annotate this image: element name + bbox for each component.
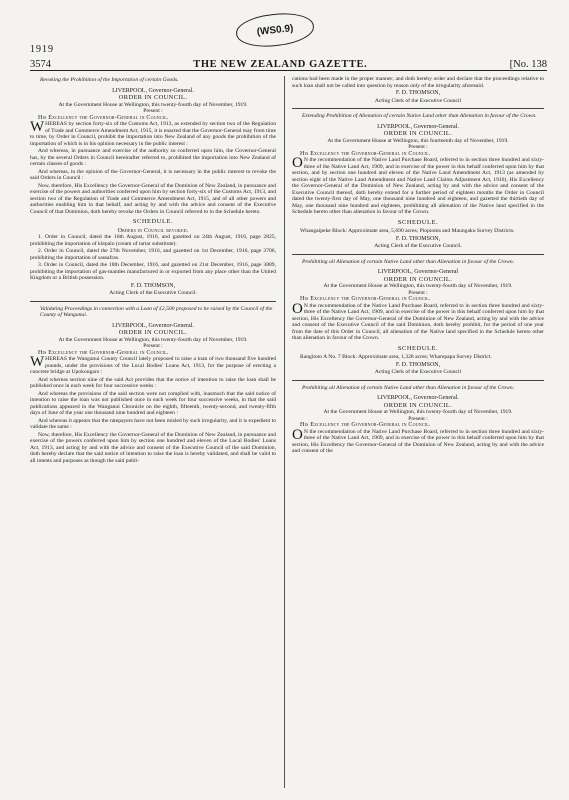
continuation-text bbox=[292, 76, 544, 89]
drop-cap: W bbox=[30, 119, 45, 135]
drop-cap: O bbox=[292, 300, 303, 317]
presence-line: His Excellency the Governor-General in Council. bbox=[38, 349, 169, 356]
schedule-subtitle: Orders in Council revoked. bbox=[117, 227, 189, 234]
notice-body bbox=[30, 121, 276, 215]
notice-heading: Prohibiting all Alienation of certain Native Land other than Alienation in favour of the Crown. bbox=[302, 384, 515, 391]
order-in-council-title: ORDER IN COUNCIL. bbox=[383, 130, 453, 137]
schedule-list bbox=[30, 234, 276, 282]
notice-body bbox=[292, 157, 544, 216]
present-label: Present : bbox=[408, 415, 428, 422]
place-date: At the Government House at Wellington, this twenty-fourth day of November, 1919. bbox=[58, 336, 248, 343]
notice-body bbox=[292, 300, 544, 342]
notice-wanganui-loan bbox=[30, 306, 276, 465]
paragraph: Now, therefore, His Excellency the Governor-General of the Dominion of New Zealand, in pursuance and exercise of the powers and authorities conferred upon him by section forty-six of the Customs Act, 1913, and section two of the Regulation of Trade and Commerce Amendment Act, 1915, and of all other powers and authorities enabling him in that behalf, and acting by and with the advice and consent of the Executive Council of that Dominion, doth hereby revoke the Orders in Council referred to in the Schedule hereto. bbox=[30, 182, 276, 215]
section-rule bbox=[292, 254, 544, 255]
signer-title: Acting Clerk of the Executive Council bbox=[374, 369, 462, 375]
present-label: Present : bbox=[408, 289, 428, 296]
section-rule bbox=[30, 301, 276, 302]
left-column bbox=[30, 76, 276, 468]
gazette-title: THE NEW ZEALAND GAZETTE. bbox=[193, 59, 368, 70]
signer-title: Acting Clerk of the Executive Council. bbox=[109, 290, 197, 296]
governor-line: LIVERPOOL, Governor-General. bbox=[377, 123, 459, 130]
paragraph: And whereas it appears that the ratepayers have not been misled by such irregularity, and it is expedient to validate the same : bbox=[30, 417, 276, 430]
notice-heading: Extending Prohibition of Alienation of certain Native Land other than Alienation in favour of the Crown. bbox=[302, 113, 537, 119]
paragraph: cations had been made in the proper manner; and doth hereby order and declare that the proceedings relative to such loan shall not be called into question by reason only of the irregularity aforesaid. bbox=[292, 76, 544, 89]
handwritten-year: 1919 bbox=[30, 44, 54, 55]
signer-name: F. D. THOMSON, bbox=[395, 235, 441, 242]
presence-line: His Excellency the Governor-General in Council. bbox=[300, 422, 431, 428]
drop-cap: O bbox=[292, 426, 303, 443]
paragraph: And whereas, in the opinion of the Governor-General, it is necessary in the public interest to revoke the said Orders in Council : bbox=[30, 168, 276, 181]
place-date: At the Government House at Wellington, this twenty-fourth day of November, 1919. bbox=[58, 101, 248, 108]
paragraph: O N the recommendation of the Native Land Purchase Board, referred to in section three hundred and sixty-three of the Native Land Act, 1909, and in exercise of the power in this behalf conferred upon him by that section, and by section one hundred and eleven of the Native Land Amendment Act, 1913 (as amended by section eight of the Native Land Amendment and Native Land Claims Adjustment Act, 1916), His Excellency the Governor-General of the Dominion of New Zealand, acting by and with the advice and consent of the Executive Council thereof, doth hereby extend for a further period of eighteen months the Order in Council dated the twenty-first day of May, one thousand nine hundred and eighteen, and gazetted the thirtieth day of May, one thousand nine hundred and eighteen, prohibiting all alienation of the Native land specified in the Schedule hereto other than alienation in favour of the Crown. bbox=[292, 155, 544, 215]
archive-stamp: (WS0.9) bbox=[235, 10, 316, 50]
notice-body bbox=[292, 426, 544, 455]
section-rule bbox=[292, 108, 544, 109]
governor-line: LIVERPOOL, Governor-General. bbox=[112, 322, 194, 329]
notice-extending-prohibition bbox=[292, 113, 544, 250]
place-date: At the Government House at Wellington, this twenty-fourth day of November, 1919. bbox=[323, 409, 513, 415]
present-label: Present : bbox=[143, 108, 163, 114]
list-item: 2. Order in Council, dated the 27th November, 1916, and gazetted on 1st December, 1916, page 3706, prohibiting the importation of sassafras. bbox=[30, 248, 276, 261]
paragraph: O N the recommendation of the Native Land Purchase Board, referred to in section three hundred and sixty-three of the Native Land Act, 1909, and in exercise of the power in this behalf conferred upon him by that section, His Excellency the Governor-General of the Dominion of New Zealand, acting by and with the advice and consent of the bbox=[292, 426, 544, 454]
schedule-title: SCHEDULE. bbox=[132, 218, 174, 225]
paragraph: O N the recommendation of the Native Land Purchase Board, referred to in section three hundred and sixty-three of the Native Land Act, 1909, and in exercise of the power in this behalf conferred upon him by that section, His Excellency the Governor-General of the Dominion of New Zealand, acting by and with the advice and consent of the Executive Council of the said Dominion, doth hereby prohibit, for the period of one year from the date of this Order in Council, all alienation of the Native land specified in the Schedule hereto other than alienation in favour of the Crown. bbox=[292, 300, 544, 341]
paragraph: And whereas the provisions of the said section were not complied with, inasmuch that the said notice of intention to raise the loan was not published once in each week for four successive weeks, in that the said publications appeared in the Wanganui Chronicle on the eighth, fifteenth, twenty-second, and twenty-fifth days of June of the year one thousand nine hundred and eighteen : bbox=[30, 390, 276, 416]
notice-revoking-importation bbox=[30, 77, 276, 297]
governor-line: LIVERPOOL, Governor-General bbox=[377, 269, 459, 275]
schedule-text bbox=[292, 228, 544, 235]
paragraph: Now, therefore, His Excellency the Governor-General of the Dominion of New Zealand, in pursuance and exercise of the powers conferred upon him by section one hundred and eleven of the Local Bodies' Loans Act, 1913, and acting by and with the advice and consent of the Executive Council of the said Dominion, doth hereby declare that the said notice of intention to raise the loan is hereby validated, and shall be valid to all intents and purposes as though the said publi- bbox=[30, 431, 276, 464]
column-divider bbox=[284, 76, 285, 788]
notice-prohibiting-rangitoto bbox=[292, 259, 544, 376]
presence-line: His Excellency the Governor-General in Council. bbox=[300, 296, 431, 302]
place-date: At the Government House at Wellington, this fourteenth day of November, 1919. bbox=[327, 137, 509, 144]
signer-name: F. D. THOMSON, bbox=[130, 282, 176, 289]
present-label: Present : bbox=[143, 343, 163, 349]
right-column bbox=[292, 76, 544, 459]
notice-heading: Prohibiting all Alienation of certain Native Land other than Alienation in favour of the Crown. bbox=[302, 258, 515, 265]
drop-cap: W bbox=[30, 354, 45, 370]
notice-body bbox=[30, 356, 276, 464]
place-date: At the Government House at Wellington, this twenty-fourth day of November, 1919. bbox=[323, 283, 513, 289]
gazette-masthead bbox=[30, 54, 547, 71]
signer-name: F. D. THOMSON, bbox=[395, 90, 441, 96]
paragraph: WHEREAS the Wanganui County Council lately proposed to raise a loan of two thousand five hundred pounds, under the provisions of the Local Bodies' Loans Act, 1913, for the purpose of erecting a concrete bridge at Upokongaro : bbox=[30, 354, 276, 375]
drop-cap: O bbox=[292, 155, 303, 171]
present-label: Present : bbox=[408, 144, 428, 150]
paragraph: And whereas section nine of the said Act provides that the notice of intention to raise the loan shall be published once in each week for four successive weeks : bbox=[30, 376, 276, 389]
schedule-text bbox=[292, 354, 544, 361]
notice-heading: Validating Proceedings in connection with a Loan of £2,500 proposed to be raised by the Council of the County of Wanganui. bbox=[40, 305, 273, 318]
order-in-council-title: ORDER IN COUNCIL. bbox=[118, 94, 188, 101]
paragraph: Rangitoto A No. 7 Block: Approximate area, 1,328 acres; Wharepapa Survey District. bbox=[300, 354, 492, 360]
notice-heading: Revoking the Prohibition of the Importation of certain Goods. bbox=[40, 77, 179, 83]
schedule-title: SCHEDULE. bbox=[397, 344, 439, 352]
list-item: 1. Order in Council, dated the 16th August, 1916, and gazetted on 24th August, 1916, page 2825, prohibiting the importation of klepalo (cream of tartar substitute). bbox=[30, 234, 276, 247]
paragraph: Whangaipeke Block: Approximate area, 5,690 acres; Piopiotea and Maungaku Survey Districts. bbox=[300, 228, 515, 234]
order-in-council-title: ORDER IN COUNCIL. bbox=[383, 275, 453, 283]
order-in-council-title: ORDER IN COUNCIL. bbox=[118, 329, 188, 336]
order-in-council-title: ORDER IN COUNCIL. bbox=[383, 401, 453, 409]
schedule-title: SCHEDULE. bbox=[397, 218, 439, 226]
presence-line: His Excellency the Governor-General in Council. bbox=[300, 150, 431, 157]
page-number: 3574 bbox=[30, 59, 51, 70]
presence-line: His Excellency the Governor-General in Council. bbox=[38, 114, 169, 121]
paragraph: And whereas, in pursuance and exercise of the authority so conferred upon him, the Governor-General has, by the several Orders in Council hereinafter referred to, prohibited the importation into New Zealand of certain classes of goods : bbox=[30, 148, 276, 167]
signer-title: Acting Clerk of the Executive Council bbox=[374, 97, 462, 104]
governor-line: LIVERPOOL, Governor-General. bbox=[377, 395, 459, 401]
paragraph: WHEREAS by section forty-six of the Customs Act, 1913, as extended by section two of the Regulation of Trade and Commerce Amendment Act, 1915, it is enacted that the Governor-General may from time to time, by Order in Council, prohibit the importation into New Zealand of any goods the prohibition of the importation of which is in his opinion necessary in the public interest : bbox=[30, 119, 276, 147]
list-item: 3. Order in Council, dated the 18th December, 1916, and gazetted on 21st December, 1916, page 3889, prohibiting the importation of gas-mantles manufactured in or exported from any place other than the United Kingdom or a British possession. bbox=[30, 262, 276, 281]
notice-prohibiting-third bbox=[292, 385, 544, 455]
issue-number: [No. 138 bbox=[509, 59, 547, 70]
signer-title: Acting Clerk of the Executive Council. bbox=[374, 243, 462, 249]
section-rule bbox=[292, 380, 544, 381]
governor-line: LIVERPOOL, Governor-General. bbox=[112, 87, 194, 94]
signer-name: F. D. THOMSON, bbox=[395, 361, 441, 368]
